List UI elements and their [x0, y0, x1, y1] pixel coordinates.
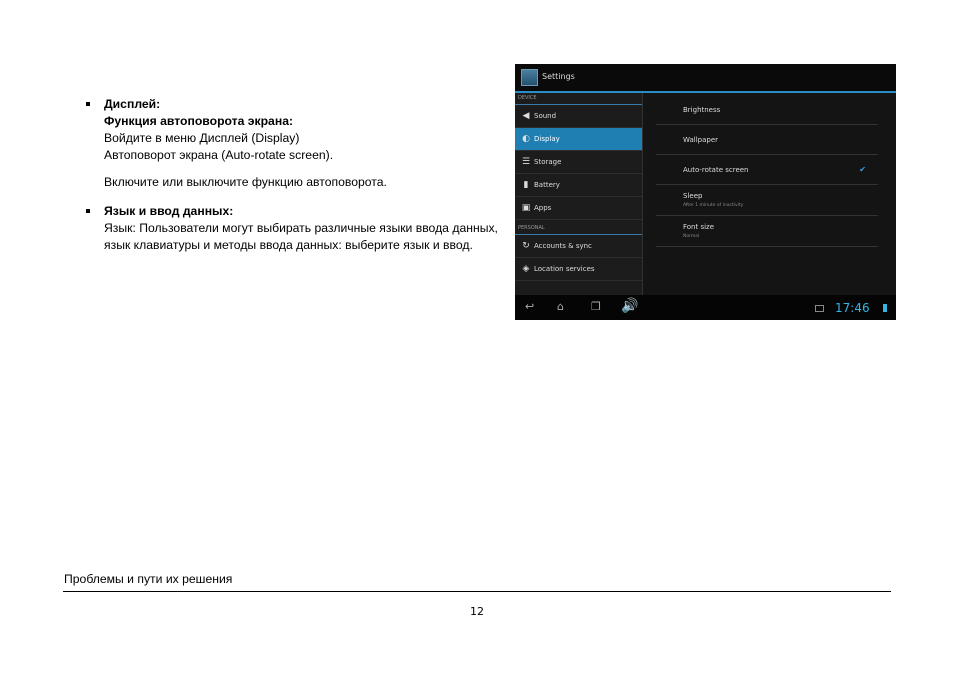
display-settings	[643, 93, 896, 295]
nav-item-label: Accounts & sync	[534, 242, 592, 250]
language-section	[86, 203, 498, 254]
settings-app-icon	[521, 69, 538, 86]
display-instruction-1: Войдите в меню Дисплей (Display)	[104, 131, 300, 145]
checkmark-icon[interactable]: ✔	[859, 165, 866, 174]
footer-title: Проблемы и пути их решения	[64, 572, 233, 586]
back-icon[interactable]: ↩	[525, 300, 535, 313]
bullet-icon	[86, 102, 90, 106]
setting-title: Wallpaper	[683, 136, 719, 144]
setting-sleep[interactable]	[656, 184, 878, 216]
battery-status-icon	[883, 304, 887, 312]
nav-item-sound[interactable]	[515, 105, 642, 128]
setting-auto-rotate[interactable]	[656, 154, 878, 185]
nav-item-label: Apps	[534, 204, 552, 212]
nav-item-accounts[interactable]	[515, 235, 642, 258]
page-number: 12	[470, 605, 484, 618]
setting-wallpaper[interactable]	[656, 124, 878, 155]
storage-icon: ☰	[521, 157, 531, 167]
category-device: DEVICE	[515, 93, 642, 105]
nav-item-label: Display	[534, 135, 560, 143]
app-title: Settings	[542, 72, 575, 81]
display-heading: Дисплей:	[104, 97, 161, 111]
settings-categories	[515, 93, 643, 295]
location-icon: ◈	[522, 264, 530, 274]
setting-subtitle: After 1 minute of inactivity	[683, 203, 744, 208]
system-bar	[515, 295, 896, 320]
nav-item-location[interactable]	[515, 258, 642, 281]
nav-item-label: Location services	[534, 265, 595, 273]
setting-title: Brightness	[683, 106, 721, 114]
autorotate-note: Включите или выключите функцию автоповорота.	[104, 175, 387, 189]
category-personal: PERSONAL	[515, 223, 642, 235]
setting-title: Font size	[683, 223, 715, 231]
speaker-icon: ◀	[522, 111, 530, 121]
language-body: Язык: Пользователи могут выбирать различные языки ввода данных, язык клавиатуры и методы ввода данных: выберите язык и ввод.	[104, 221, 498, 252]
battery-icon: ▮	[523, 180, 529, 190]
setting-title: Auto-rotate screen	[683, 166, 749, 174]
setting-subtitle: Normal	[683, 234, 700, 239]
display-section	[86, 96, 498, 191]
home-icon[interactable]: ⌂	[557, 300, 564, 313]
setting-font-size[interactable]	[656, 215, 878, 247]
action-bar	[515, 64, 896, 93]
apps-icon: ▣	[521, 203, 531, 213]
instructions-text	[86, 96, 498, 254]
nav-item-label: Sound	[534, 112, 557, 120]
nav-item-label: Battery	[534, 181, 560, 189]
bullet-icon	[86, 209, 90, 213]
setting-title: Sleep	[683, 192, 703, 200]
recent-apps-icon[interactable]: ❐	[591, 300, 601, 313]
display-icon: ◐	[522, 134, 530, 144]
volume-icon[interactable]: 🔊	[621, 298, 639, 314]
setting-brightness[interactable]	[656, 93, 878, 125]
nav-item-label: Storage	[534, 158, 562, 166]
sync-icon: ↻	[522, 241, 530, 251]
nav-item-display[interactable]	[515, 128, 642, 151]
nav-item-battery[interactable]	[515, 174, 642, 197]
clock: 17:46	[835, 301, 870, 315]
display-instruction-2: Автоповорот экрана (Auto-rotate screen).	[104, 148, 334, 162]
nav-item-storage[interactable]	[515, 151, 642, 174]
settings-screenshot	[515, 64, 896, 320]
nav-item-apps[interactable]	[515, 197, 642, 220]
footer-divider	[63, 591, 891, 592]
autorotate-subheading: Функция автоповорота экрана:	[104, 114, 294, 128]
language-heading: Язык и ввод данных:	[104, 204, 234, 218]
image-notification-icon	[815, 305, 824, 312]
